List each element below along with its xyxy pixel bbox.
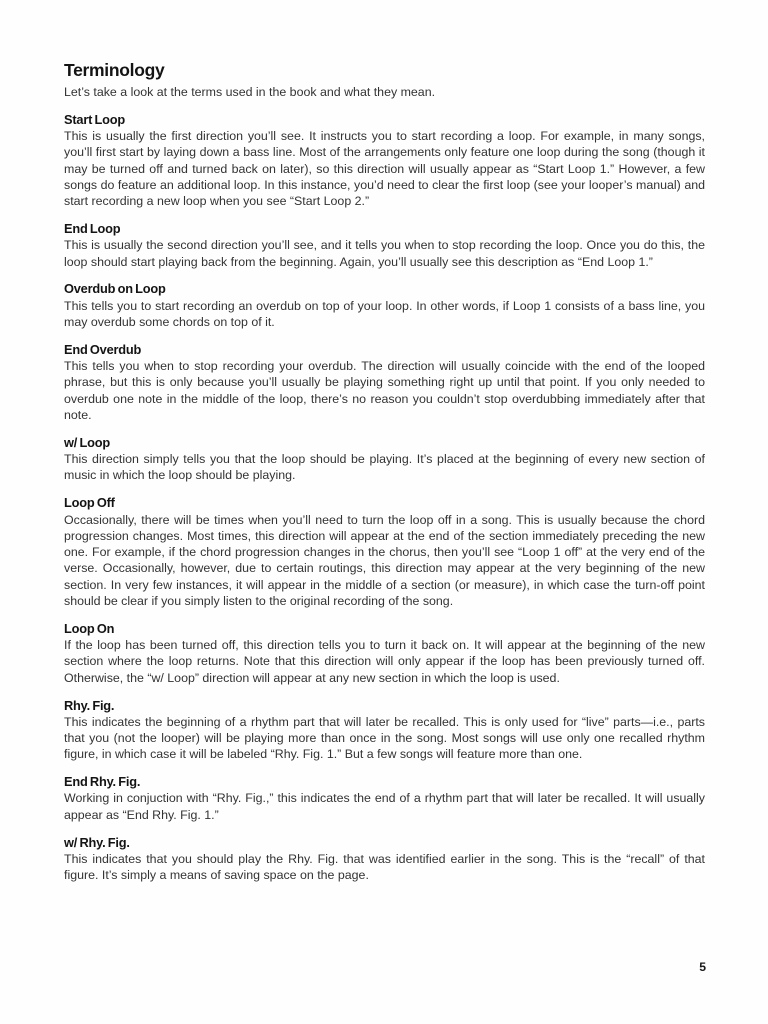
term-section-loop-off [64,495,705,609]
term-heading: w/ Rhy. Fig. [64,834,130,850]
term-heading: Start Loop [64,111,125,127]
term-body: Occasionally, there will be times when you’ll need to turn the loop off in a song. This is usually because the chord progression changes. Most times, this direction will appear at the end of the section immediately preceding the new one. For example, if the chord progression changes in the chorus, then you’ll see “Loop 1 off” at the very end of the verse. Occasionally, however, due to certain routings, this direction may appear at the very beginning of the new section. In very few instances, it will appear in the middle of a section (or measure), in which case the turn-off point should be clear if you simply listen to the original recording of the song. [64,512,705,609]
term-body: Working in conjuction with “Rhy. Fig.,” this indicates the end of a rhythm part that will later be recalled. It will usually appear as “End Rhy. Fig. 1.” [64,791,705,822]
term-section-w-loop [64,435,705,484]
term-body: This is usually the first direction you’ll see. It instructs you to start recording a loop. For example, in many songs, you’ll first start by laying down a bass line. Most of the arrangements only feature one loop during the song (though it may be turned off and turned back on later), so this direction will usually appear as “Start Loop 1.” However, a few songs do feature an additional loop. In this instance, you’d need to clear the first loop (see your looper’s manual) and start recording a new loop when you see “Start Loop 2.” [64,129,705,209]
page-title: Terminology [64,60,165,80]
term-body: This indicates the beginning of a rhythm part that will later be recalled. This is only used for “live” parts—i.e., parts that you (not the looper) will be playing more than once in the song. Most songs will use only one recalled rhythm figure, in which case it will be labeled “Rhy. Fig. 1.” But a few songs will feature more than one. [64,714,705,762]
term-body: This indicates that you should play the Rhy. Fig. that was identified earlier in the song. This is the “recall” of that figure. It’s simply a means of saving space on the page. [64,851,705,883]
term-heading: Rhy. Fig. [64,697,115,713]
term-section-end-overdub [64,342,705,423]
term-heading: Overdub on Loop [64,281,166,297]
term-heading: w/ Loop [64,434,110,450]
term-section-overdub-on-loop [64,281,705,330]
term-section-loop-on [64,621,705,686]
term-section-w-rhy-fig [64,835,705,884]
term-body: This is usually the second direction you’ll see, and it tells you when to stop recording the loop. Once you do this, the loop should start playing back from the beginning. Again, you’ll usually see this description as “End Loop 1.” [64,238,705,269]
term-body: This direction simply tells you that the loop should be playing. It’s placed at the beginning of every new section of music in which the loop should be playing. [64,452,705,483]
term-heading: Loop On [64,620,115,636]
term-body: If the loop has been turned off, this direction tells you to turn it back on. It will appear at the beginning of the new section where the loop returns. Note that this direction will only appear if the loop has been previously turned off. Otherwise, the “w/ Loop” direction will appear at any new section in which the loop is used. [64,638,705,685]
term-heading: End Loop [64,221,121,237]
term-section-rhy-fig [64,698,705,763]
term-body: This tells you to start recording an overdub on top of your loop. In other words, if Loop 1 consists of a bass line, you may overdub some chords on top of it. [64,298,705,330]
term-heading: End Rhy. Fig. [64,774,141,790]
term-section-end-loop [64,221,705,270]
intro-text: Let’s take a look at the terms used in the book and what they mean. [64,85,436,99]
term-body: This tells you when to stop recording your overdub. The direction will usually coincide with the end of the looped phrase, but this is only because you’ll usually be playing something right up until that point. If you only needed to overdub one note in the middle of the loop, there’s no reason you couldn’t stop overdubbing immediately after that note. [64,359,705,423]
term-heading: End Overdub [64,341,142,357]
term-section-start-loop [64,112,705,210]
term-section-end-rhy-fig [64,774,705,823]
term-heading: Loop Off [64,495,115,511]
page-number: 5 [699,960,706,974]
